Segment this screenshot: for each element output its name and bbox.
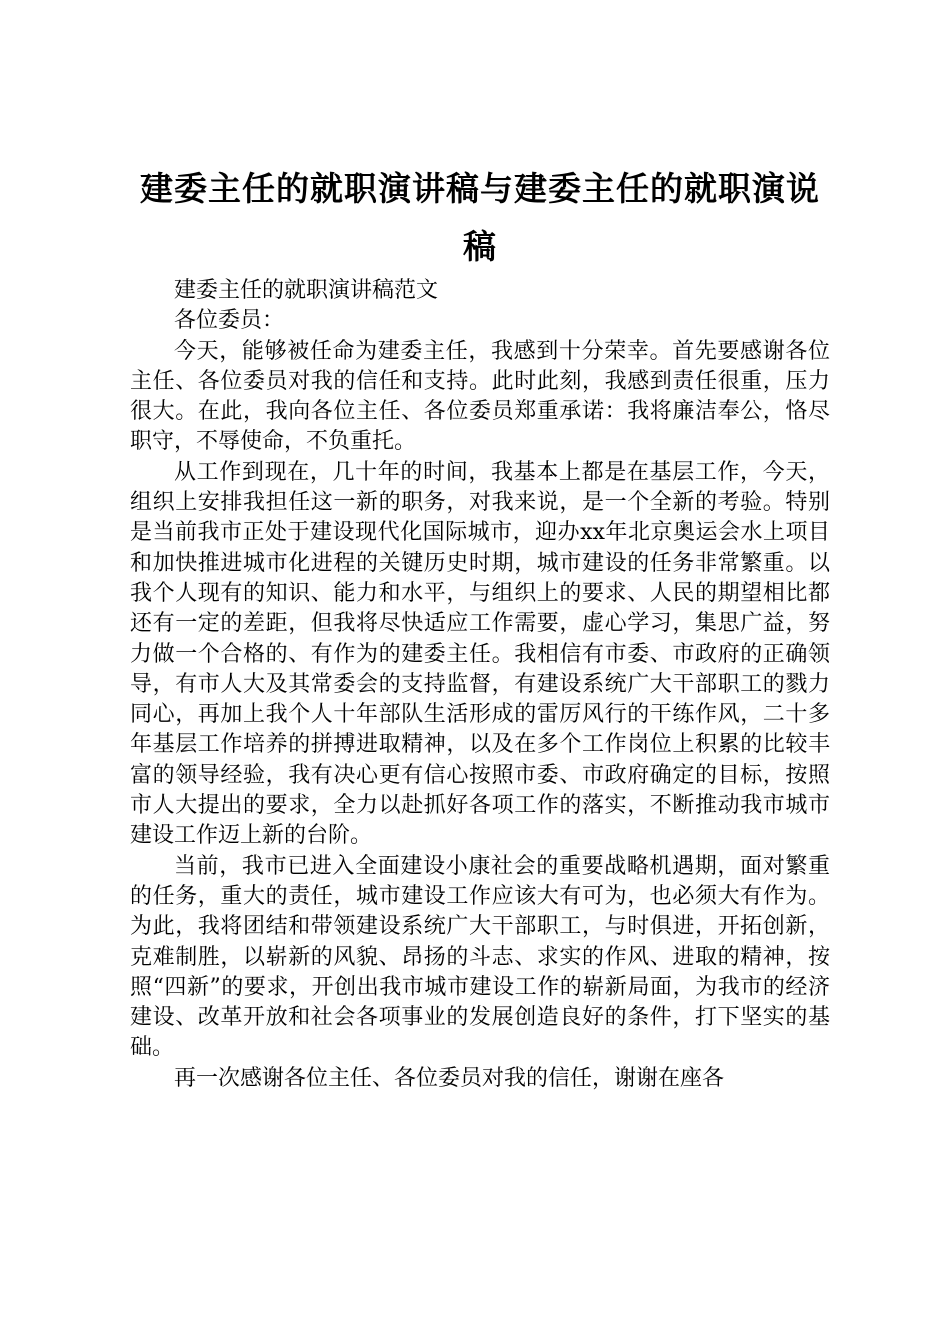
paragraph-subtitle: 建委主任的就职演讲稿范文 bbox=[174, 278, 439, 303]
document-page bbox=[130, 160, 830, 1094]
paragraph: 再一次感谢各位主任、各位委员对我的信任，谢谢在座各 bbox=[174, 1065, 725, 1091]
document-title: 建委主任的就职演讲稿与建委主任的就职演说稿 bbox=[140, 169, 820, 266]
paragraph: 从工作到现在，几十年的时间，我基本上都是在基层工作，今天，组织上安排我担任这一新的职务，对我来说，是一个全新的考验。特别是当前我市正处于建设现代化国际城市，迎办xx年北京奥运会水上项目和加快推进城市化进程的关键历史时期，城市建设的任务非常繁重。以我个人现有的知识、能力和水平，与组织上的要求、人民的期望相比都还有一定的差距，但我将尽快适应工作需要，虚心学习，集思广益，努力做一个合格的、有作为的建委主任。我相信有市委、市政府的正确领导，有市人大及其常委会的支持监督，有建设系统广大干部职工的戮力同心，再加上我个人十年部队生活形成的雷厉风行的干练作风，二十多年基层工作培养的拼搏进取精神，以及在多个工作岗位上积累的比较丰富的领导经验，我有决心更有信心按照市委、市政府确定的目标，按照市人大提出的要求，全力以赴抓好各项工作的落实，不断推动我市城市建设工作迈上新的台阶。 bbox=[130, 459, 830, 849]
paragraph: 当前，我市已进入全面建设小康社会的重要战略机遇期，面对繁重的任务，重大的责任，城市建设工作应该大有可为，也必须大有作为。为此，我将团结和带领建设系统广大干部职工，与时俱进，开拓创新，克难制胜，以崭新的风貌、昂扬的斗志、求实的作风、进取的精神，按照“四新”的要求，开创出我市城市建设工作的崭新局面，为我市的经济建设、改革开放和社会各项事业的发展创造良好的条件，打下坚实的基础。 bbox=[130, 853, 830, 1061]
document-body bbox=[130, 276, 830, 1094]
paragraph-salutation: 各位委员： bbox=[174, 308, 285, 334]
paragraph: 今天，能够被任命为建委主任，我感到十分荣幸。首先要感谢各位主任、各位委员对我的信任和支持。此时此刻，我感到责任很重，压力很大。在此，我向各位主任、各位委员郑重承诺：我将廉洁奉公，恪尽职守，不辱使命，不负重托。 bbox=[130, 338, 830, 455]
